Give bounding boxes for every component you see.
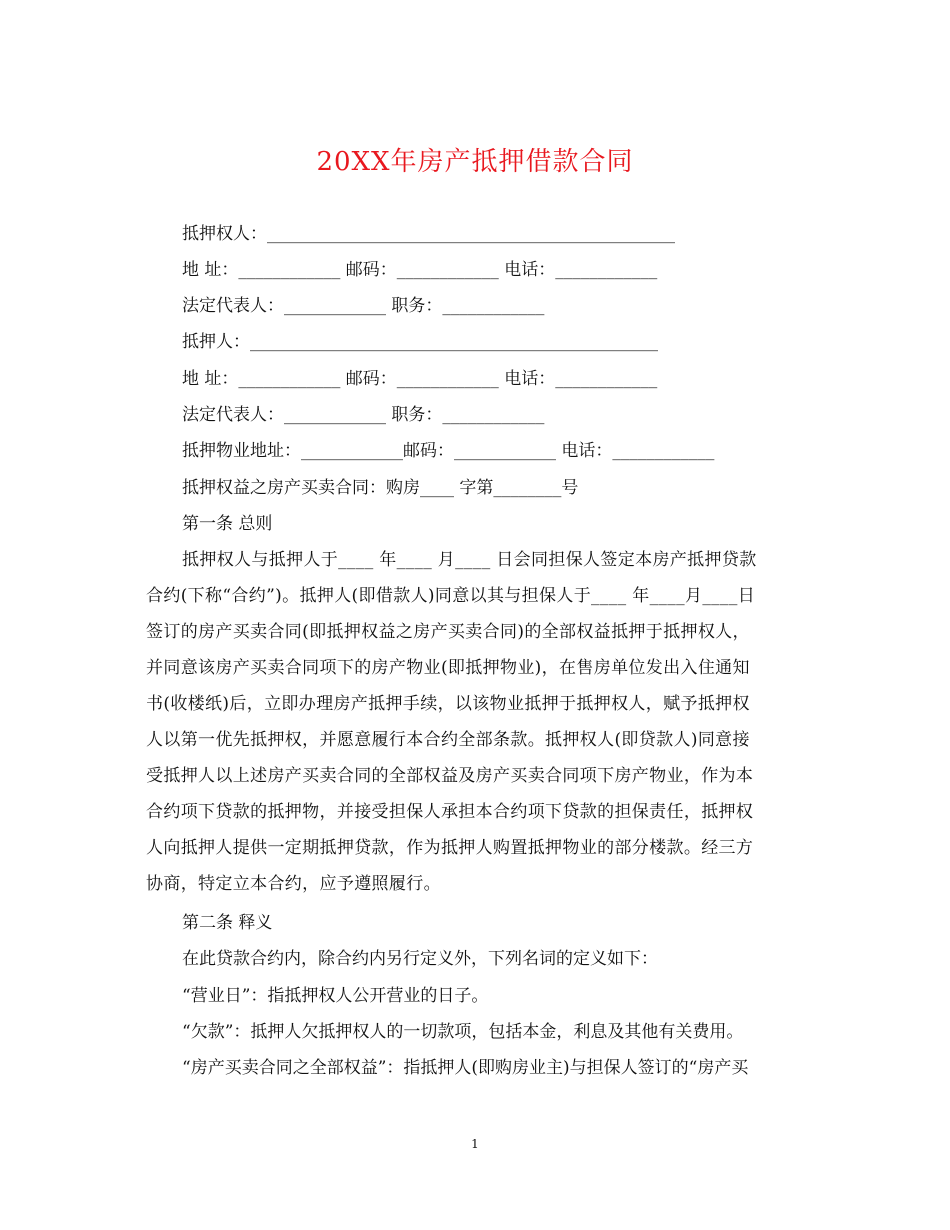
- section2-heading: 第二条 释义: [182, 913, 273, 933]
- para-line: 书(收楼纸)后，立即办理房产抵押手续，以该物业抵押于抵押权人，赋予抵押权: [146, 694, 750, 714]
- para-line: 签订的房产买卖合同(即抵押权益之房产买卖合同)的全部权益抵押于抵押权人，: [146, 622, 750, 642]
- field-mortgagee-representative: 法定代表人：____________ 职务：____________: [182, 296, 545, 316]
- para-line: 并同意该房产买卖合同项下的房产物业(即抵押物业)，在售房单位发出入住通知: [146, 658, 750, 678]
- field-mortgagor-address: 地 址：____________ 邮码：____________ 电话：____________: [182, 369, 658, 389]
- section1-paragraph: [146, 542, 806, 902]
- section2-intro: 在此贷款合约内，除合约内另行定义外，下列名词的定义如下：: [182, 949, 658, 969]
- field-property-address: 抵押物业地址：____________邮码：____________ 电话：____________: [182, 441, 715, 461]
- definition-contract-rights: “房产买卖合同之全部权益”：指抵押人(即购房业主)与担保人签订的“房产买: [182, 1058, 749, 1078]
- field-mortgagee: 抵押权人：________________________________________________: [182, 224, 675, 244]
- definition-arrears: “欠款”：抵押人欠抵押权人的一切款项，包括本金，利息及其他有关费用。: [182, 1022, 744, 1042]
- para-line: 人以第一优先抵押权，并愿意履行本合约全部条款。抵押权人(即贷款人)同意接: [146, 730, 750, 750]
- page-number: 1: [471, 1137, 479, 1151]
- section1-heading: 第一条 总则: [182, 514, 273, 534]
- field-purchase-contract: 抵押权益之房产买卖合同：购房____ 字第________号: [182, 478, 579, 498]
- para-line: 人向抵押人提供一定期抵押贷款，作为抵押人购置抵押物业的部分楼款。经三方: [146, 838, 754, 858]
- document-title: 20XX年房产抵押借款合同: [316, 147, 634, 177]
- definition-business-day: “营业日”：指抵押权人公开营业的日子。: [182, 986, 489, 1006]
- field-mortgagor: 抵押人：________________________________________________: [182, 332, 658, 352]
- para-line: 合约(下称“合约”)。抵押人(即借款人)同意以其与担保人于____ 年____月____日: [146, 586, 756, 606]
- para-line: 受抵押人以上述房产买卖合同的全部权益及房产买卖合同项下房产物业，作为本: [146, 766, 754, 786]
- para-line: 协商，特定立本合约，应予遵照履行。: [146, 874, 441, 894]
- field-mortgagee-address: 地 址：____________ 邮码：____________ 电话：____________: [182, 260, 658, 280]
- para-line: 抵押权人与抵押人于____ 年____ 月____ 日会同担保人签定本房产抵押贷款: [182, 550, 757, 570]
- field-mortgagor-representative: 法定代表人：____________ 职务：____________: [182, 405, 545, 425]
- para-line: 合约项下贷款的抵押物，并接受担保人承担本合约项下贷款的担保责任，抵押权: [146, 802, 754, 822]
